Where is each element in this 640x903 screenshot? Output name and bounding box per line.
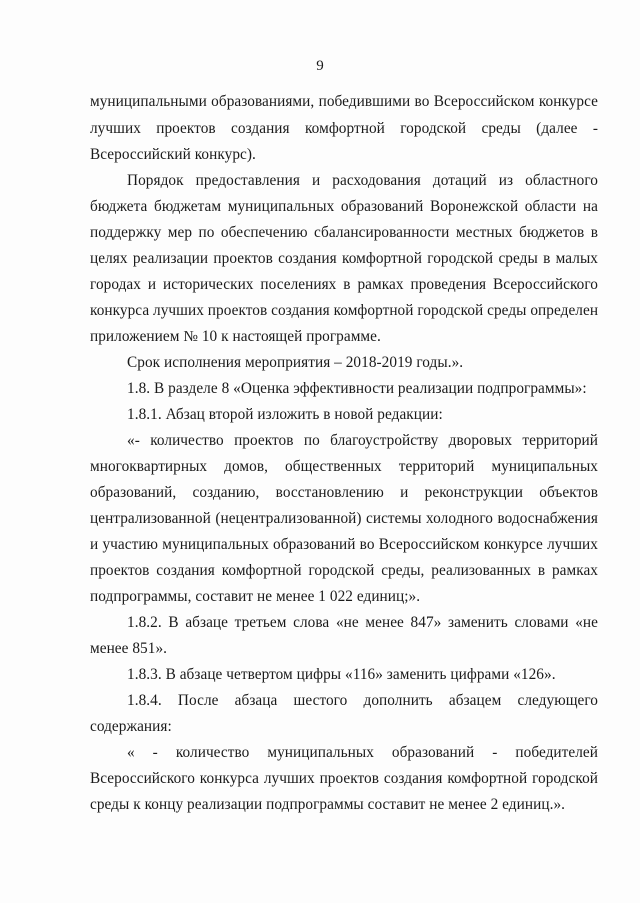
text-line: проектов создания комфортной городской среды, реализованных в рамках xyxy=(90,562,598,579)
text-line: приложением № 10 к настоящей программе. xyxy=(90,328,381,345)
paragraph-first-line: 1.8.2. В абзаце третьем слова «не менее 847» заменить словами «не xyxy=(127,614,598,631)
text-line: подпрограммы, составит не менее 1 022 единиц;». xyxy=(90,588,421,605)
page-number: 9 xyxy=(316,58,324,74)
paragraph-first-line: 1.8.3. В абзаце четвертом цифры «116» заменить цифрами «126». xyxy=(127,666,556,683)
text-line: лучших проектов создания комфортной городской среды (далее - xyxy=(90,120,598,137)
text-line: бюджета бюджетам муниципальных образований Воронежской области на xyxy=(90,198,598,215)
paragraph-first-line: «- количество проектов по благоустройству дворовых территорий xyxy=(127,432,598,449)
paragraph-first-line: « - количество муниципальных образований - победителей xyxy=(127,744,598,761)
paragraph-first-line: 1.8.1. Абзац второй изложить в новой редакции: xyxy=(127,406,443,423)
text-line: образований, созданию, восстановлению и реконструкции объектов xyxy=(90,484,598,501)
text-line: многоквартирных домов, общественных территорий муниципальных xyxy=(90,458,598,475)
text-line: и участию муниципальных образований во Всероссийском конкурсе лучших xyxy=(90,536,598,553)
text-line: конкурса лучших проектов создания комфортной городской среды определен xyxy=(90,302,599,319)
text-line: муниципальными образованиями, победившими во Всероссийском конкурсе xyxy=(90,93,598,110)
text-line: централизованной (нецентрализованной) системы холодного водоснабжения xyxy=(90,510,598,527)
text-line: поддержку мер по обеспечению сбалансированности местных бюджетов в xyxy=(90,224,598,241)
text-line: среды к концу реализации подпрограммы составит не менее 2 единиц.». xyxy=(90,796,566,813)
text-line: городах и исторических поселениях в рамках проведения Всероссийского xyxy=(90,276,598,293)
paragraph-first-line: Срок исполнения мероприятия – 2018-2019 годы.». xyxy=(127,354,464,371)
paragraph-first-line: Порядок предоставления и расходования дотаций из областного xyxy=(127,172,598,189)
text-line: содержания: xyxy=(90,718,172,735)
text-line: целях реализации проектов создания комфортной городской среды в малых xyxy=(90,250,598,267)
paragraph-first-line: 1.8.4. После абзаца шестого дополнить абзацем следующего xyxy=(127,692,598,709)
paragraph-first-line: 1.8. В разделе 8 «Оценка эффективности реализации подпрограммы»: xyxy=(127,380,587,397)
text-line: менее 851». xyxy=(90,640,168,657)
text-line: Всероссийский конкурс). xyxy=(90,146,256,163)
text-line: Всероссийского конкурса лучших проектов создания комфортной городской xyxy=(90,770,598,787)
